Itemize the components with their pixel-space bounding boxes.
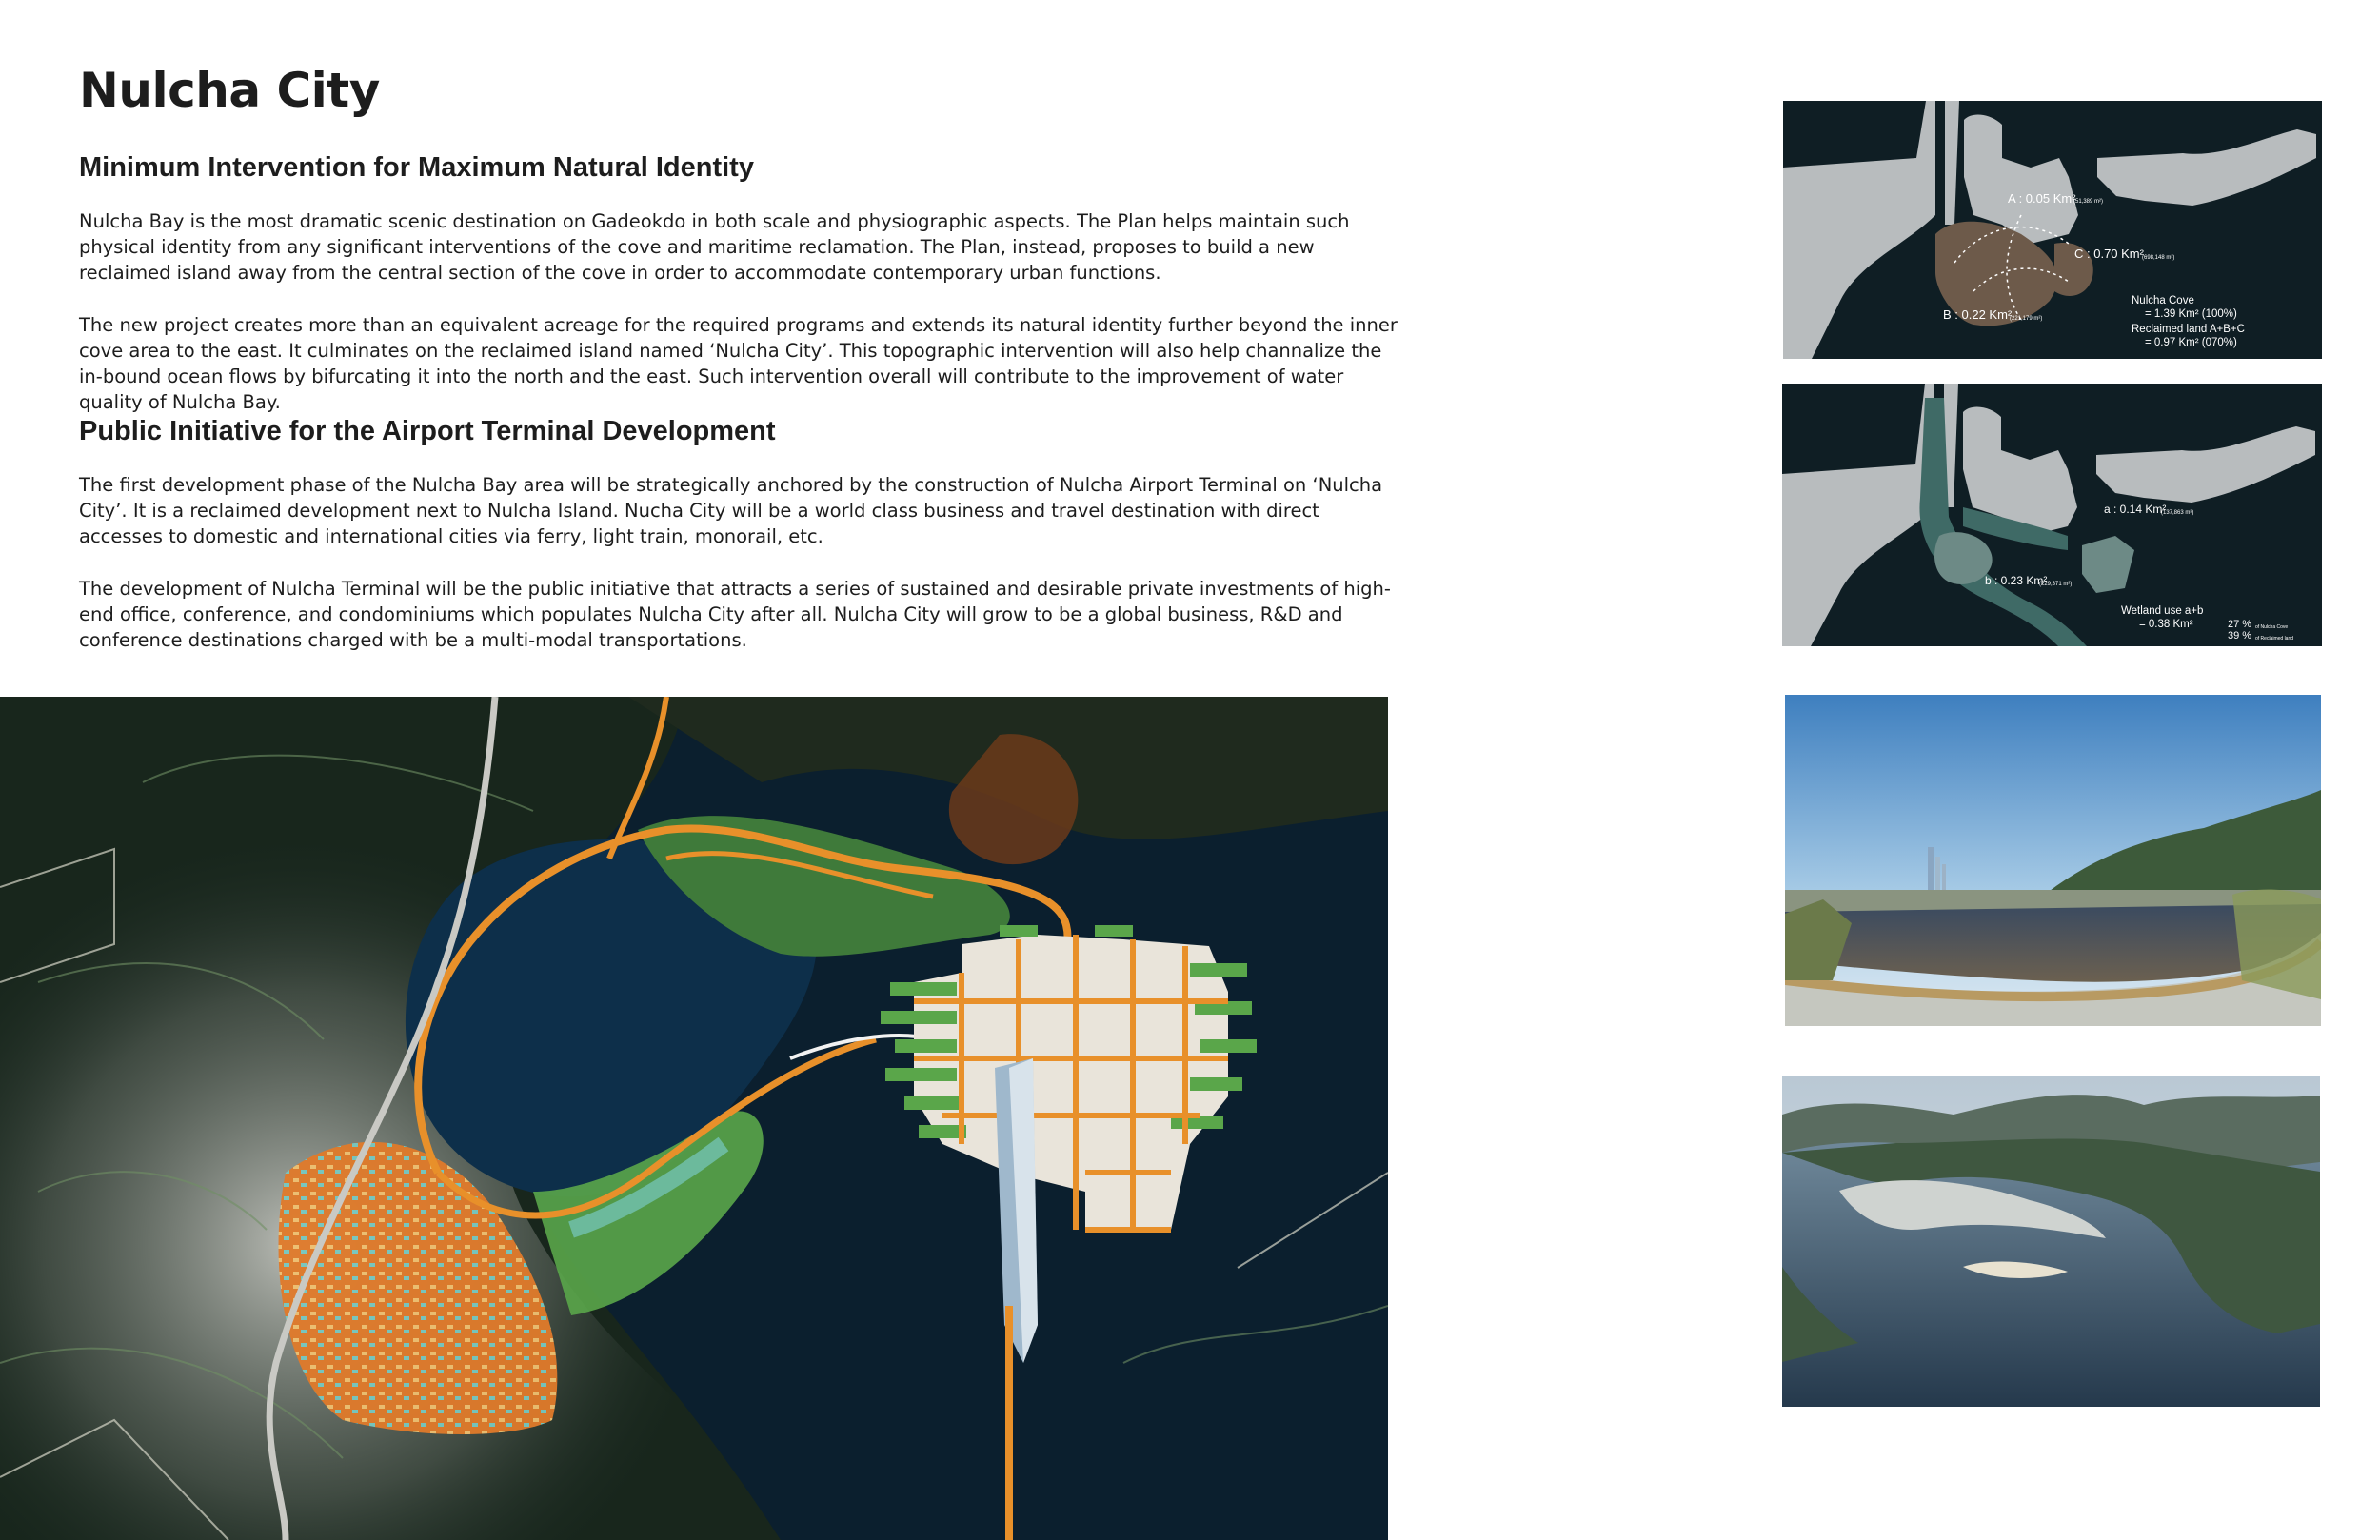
reclamation-diagram bbox=[1783, 101, 2322, 359]
legend-cove: Nulcha Cove bbox=[2132, 295, 2194, 306]
paragraph-1: Nulcha Bay is the most dramatic scenic destination on Gadeokdo in both scale and physiographic aspects. The Plan helps maintain such physical identity from any significant interventions of the cove and maritime reclamation. The Plan, instead, proposes to build a new reclaimed island away from the central section of the cove in order to accommodate contemporary urban functions. bbox=[79, 210, 1350, 284]
legend-cove-value: = 1.39 Km² (100%) bbox=[2145, 308, 2237, 320]
paragraph-4: The development of Nulcha Terminal will be the public initiative that attracts a series of sustained and desirable private investments of high-end office, conference, and condominiums which populates Nulcha City after all. Nulcha City will grow to be a global business, R&D and conference destinations charged with be a multi-modal transportations. bbox=[79, 578, 1391, 651]
label-a: a : 0.14 Km² bbox=[2104, 503, 2167, 516]
label-c: C : 0.70 Km² bbox=[2074, 247, 2144, 261]
section-heading-airport-terminal: Public Initiative for the Airport Terminal Development bbox=[79, 416, 776, 446]
label-a-area: (137,863 m²) bbox=[2161, 510, 2194, 516]
section-heading-natural-identity: Minimum Intervention for Maximum Natural Identity bbox=[79, 152, 754, 183]
label-b: b : 0.23 Km² bbox=[1985, 574, 2048, 587]
waterfront-rendering bbox=[1785, 695, 2321, 1026]
label-c-area: (698,148 m²) bbox=[2142, 255, 2175, 261]
label-b-area: (229,371 m²) bbox=[2039, 582, 2073, 587]
label-b: B : 0.22 Km² bbox=[1943, 307, 2013, 322]
label-b-area: (221,179 m²) bbox=[2010, 316, 2043, 322]
wetland-diagram bbox=[1782, 384, 2322, 646]
paragraph-2: The new project creates more than an equivalent acreage for the required programs and extends its natural identity further beyond the inner cove area to the east. It culminates on the reclaimed island named ‘Nulcha City’. This topographic intervention will also help channalize the in-bound ocean flows by bifurcating it into the north and the east. Such intervention overall will contribute to the improvement of water quality of Nulcha Bay. bbox=[79, 314, 1398, 413]
paragraph-3: The first development phase of the Nulcha Bay area will be strategically anchored by the construction of Nulcha Airport Terminal on ‘Nulcha City’. It is a reclaimed development next to Nulcha Island. Nucha City will be a world class business and travel destination with direct accesses to domestic and international cities via ferry, light train, monorail, etc. bbox=[79, 474, 1383, 547]
percent-cove: 27 % bbox=[2228, 619, 2252, 630]
percent-reclaimed-label: of Reclaimed land bbox=[2255, 636, 2294, 642]
legend-reclaimed: Reclaimed land A+B+C bbox=[2132, 324, 2245, 335]
aerial-rendering bbox=[1782, 1076, 2320, 1407]
label-a-area: (51,389 m²) bbox=[2073, 199, 2104, 205]
master-plan-image bbox=[0, 697, 1388, 1540]
page-title: Nulcha City bbox=[79, 63, 380, 118]
legend-wetland-value: = 0.38 Km² bbox=[2139, 619, 2193, 630]
legend-wetland: Wetland use a+b bbox=[2121, 605, 2204, 617]
label-a: A : 0.05 Km² bbox=[2008, 191, 2076, 206]
legend-reclaimed-value: = 0.97 Km² (070%) bbox=[2145, 337, 2237, 348]
percent-reclaimed: 39 % bbox=[2228, 630, 2252, 642]
percent-cove-label: of Nulcha Cove bbox=[2255, 624, 2289, 630]
